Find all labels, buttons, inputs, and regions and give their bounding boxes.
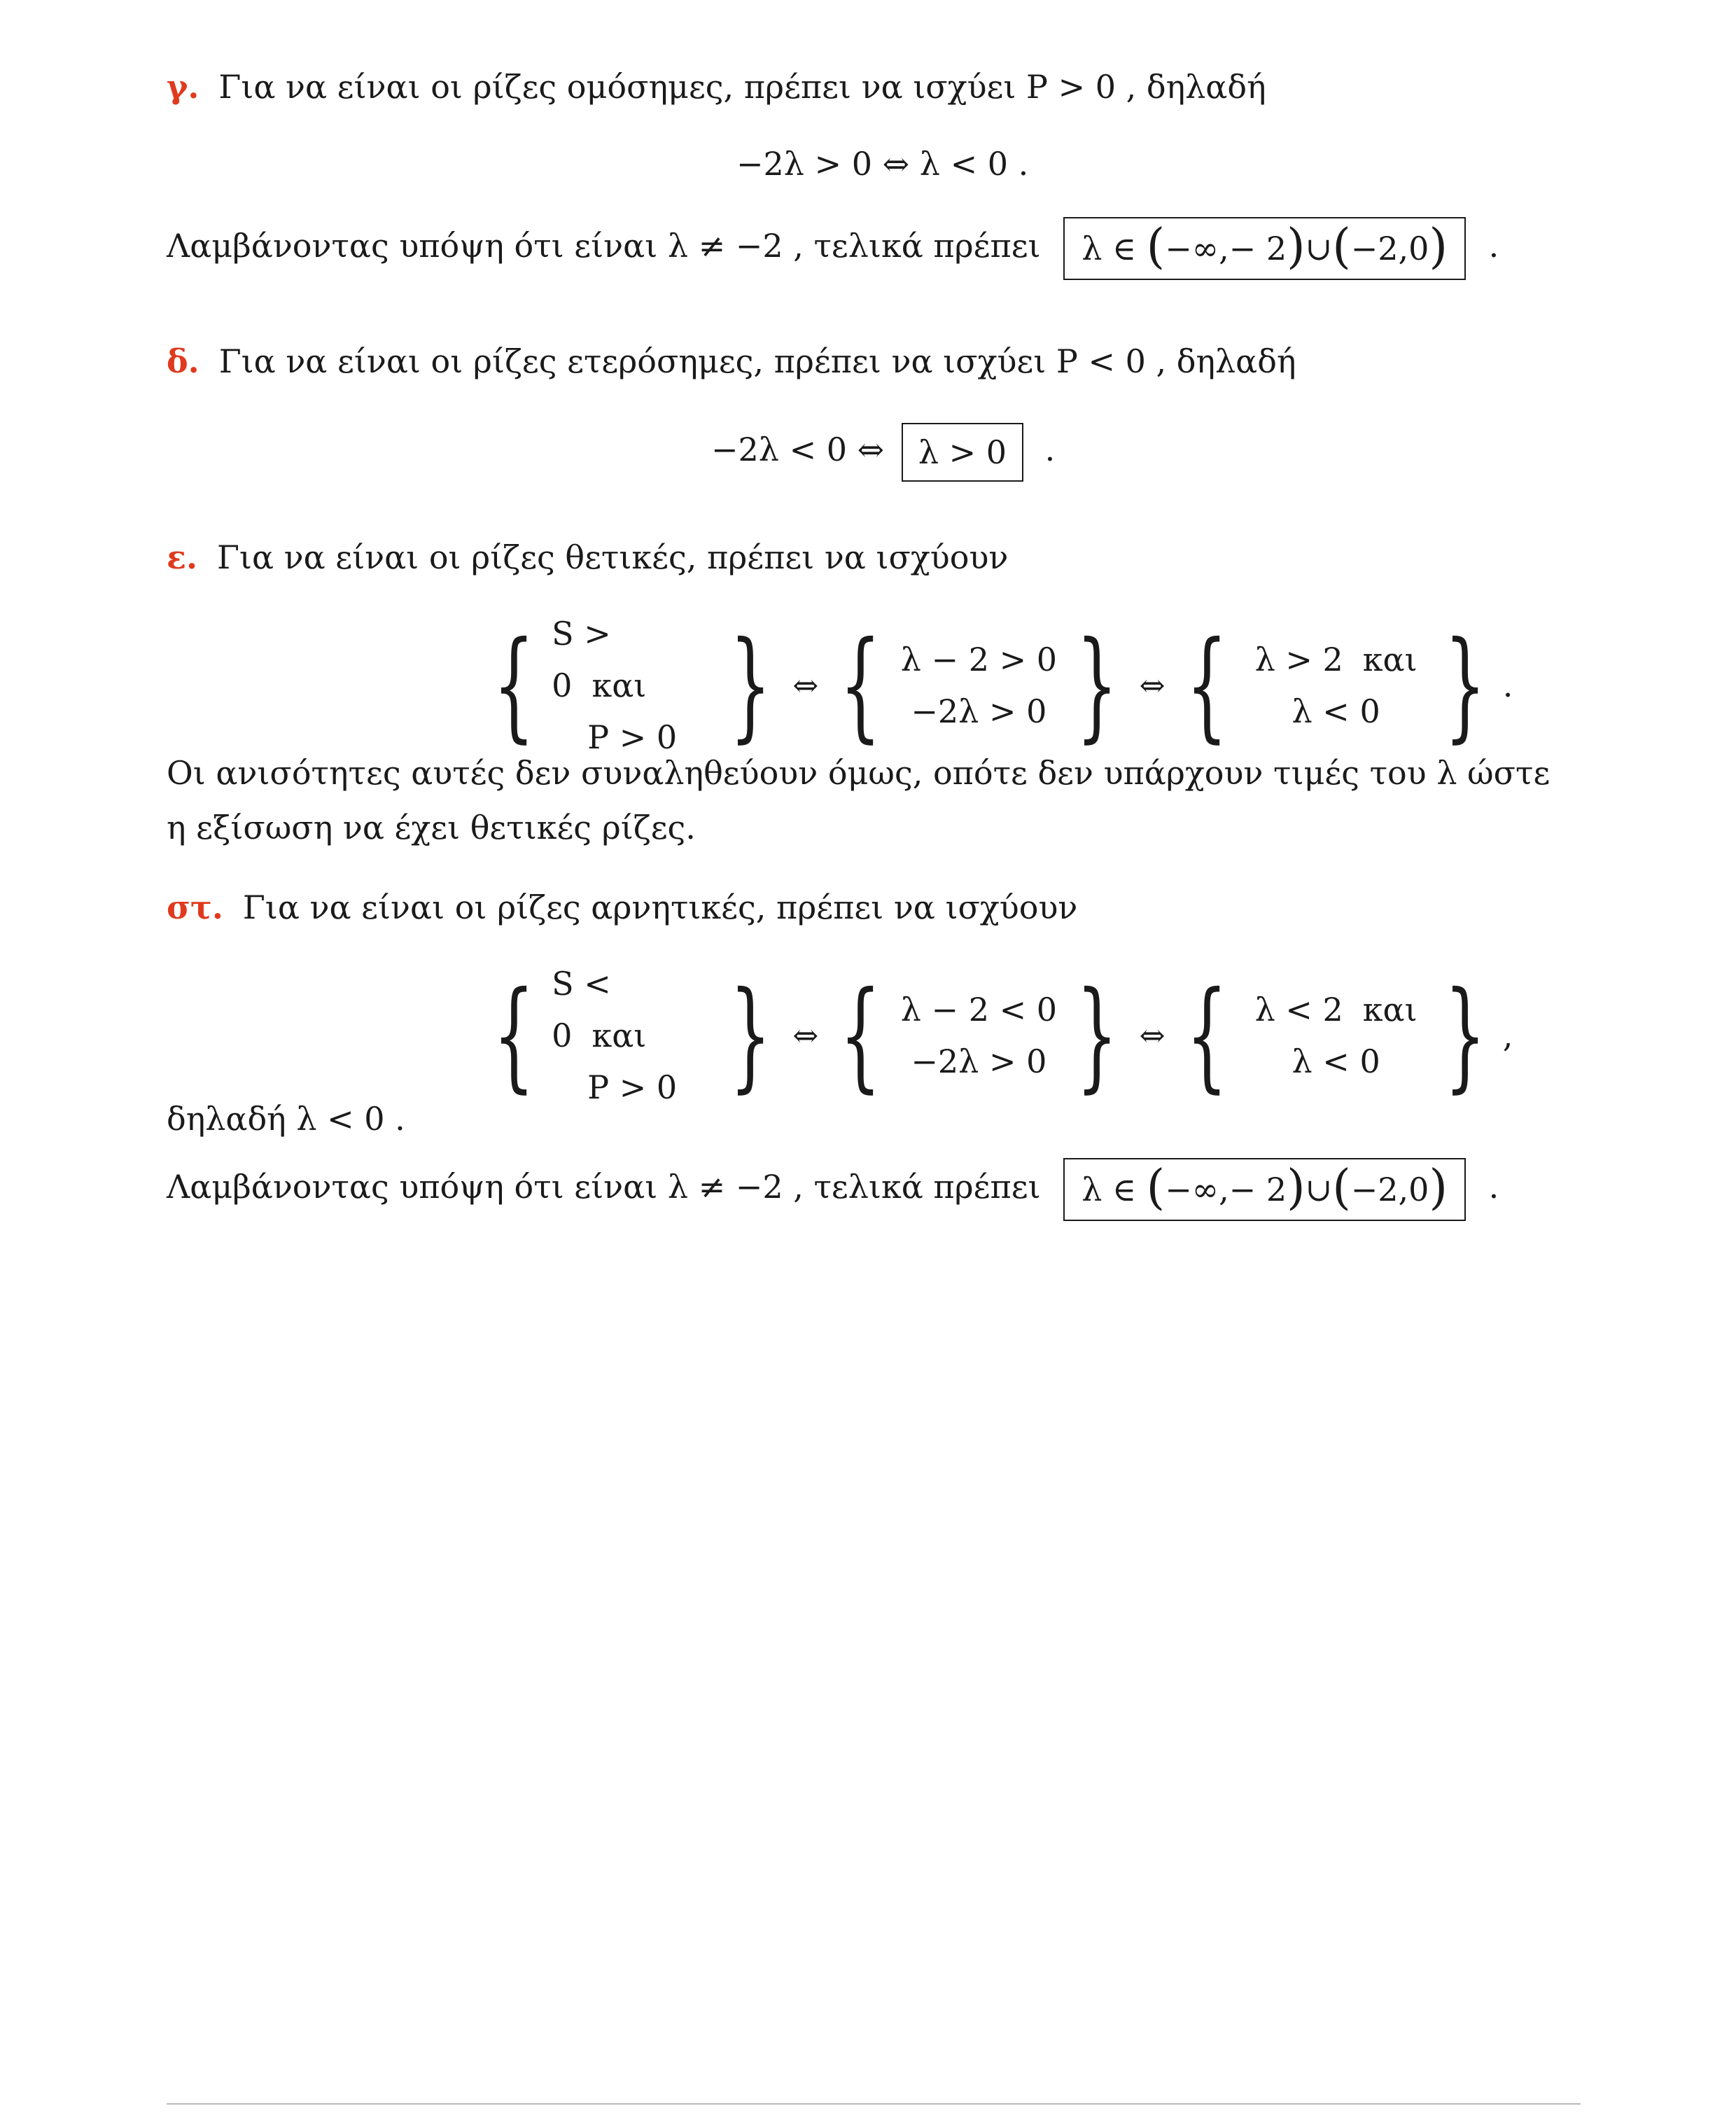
system-2	[898, 984, 1059, 1087]
intro-text: Για να είναι οι ρίζες ομόσημες, πρέπει να ισχύει Ρ > 0 , δηλαδή	[218, 68, 1266, 106]
section-st-intro	[167, 886, 1077, 928]
system-2	[898, 634, 1059, 737]
and-word: και	[592, 667, 647, 704]
conclusion-text: Λαμβάνοντας υπόψη ότι είναι λ ≠ −2 , τελικά πρέπει	[167, 1168, 1041, 1206]
condition: −2λ > 0	[911, 692, 1047, 730]
right-brace: }	[1076, 616, 1119, 755]
open-paren: (	[1146, 219, 1166, 274]
delta-equation	[711, 423, 1055, 482]
answer-prefix: λ ∈	[1082, 1171, 1147, 1208]
intro-text: Για να είναι οι ρίζες ετερόσημες, πρέπει να ισχύει Ρ < 0 , δηλαδή	[218, 342, 1296, 380]
st-result: δηλαδή λ < 0 .	[167, 1100, 405, 1138]
right-brace: }	[1443, 966, 1486, 1105]
close-paren: )	[1429, 219, 1448, 274]
right-brace: }	[729, 616, 772, 755]
footer-rule	[167, 2103, 1581, 2105]
epsilon-system	[476, 608, 1513, 763]
left-brace: {	[1186, 616, 1228, 755]
left-brace: {	[839, 966, 882, 1105]
condition: −2λ > 0	[911, 1042, 1047, 1080]
open-paren: (	[1332, 219, 1351, 274]
and-word: και	[592, 1017, 647, 1054]
section-gamma-conclusion	[167, 217, 1499, 280]
equivalence-arrow: ⇔	[1139, 667, 1166, 704]
system-1	[552, 608, 713, 763]
condition: λ > 2	[1254, 641, 1343, 678]
answer-box	[1063, 217, 1466, 280]
left-brace: {	[493, 966, 535, 1105]
left-brace: {	[493, 616, 535, 755]
equation: −2λ > 0 ⇔ λ < 0 .	[736, 145, 1029, 183]
section-delta-intro	[167, 340, 1296, 382]
and-word: και	[1362, 991, 1418, 1028]
epsilon-note-line-1: Οι ανισότητες αυτές δεν συναληθεύουν όμως, οπότε δεν υπάρχουν τιμές του λ ώστε	[167, 754, 1550, 792]
intro-text: Για να είναι οι ρίζες αρνητικές, πρέπει να ισχύουν	[242, 888, 1078, 926]
system-3	[1245, 984, 1427, 1087]
union-symbol: ∪	[1305, 1171, 1333, 1208]
open-paren: (	[1332, 1160, 1351, 1215]
equivalence-arrow: ⇔	[792, 1017, 819, 1054]
right-brace: }	[729, 966, 772, 1105]
right-brace: }	[1443, 616, 1486, 755]
answer-end: .	[1044, 431, 1056, 468]
answer-box	[1063, 1158, 1466, 1221]
condition: λ − 2 < 0	[900, 991, 1058, 1028]
union-symbol: ∪	[1305, 230, 1333, 267]
answer-prefix: λ ∈	[1082, 230, 1147, 267]
interval-2: −2,0	[1350, 230, 1429, 267]
close-paren: )	[1287, 219, 1306, 274]
open-paren: (	[1146, 1160, 1166, 1215]
st-system	[476, 958, 1513, 1113]
interval-1: −∞,− 2	[1165, 1171, 1287, 1208]
interval-2: −2,0	[1350, 1171, 1429, 1208]
answer-end: .	[1488, 1168, 1499, 1206]
section-label: στ.	[167, 888, 223, 926]
system-1	[552, 958, 713, 1113]
interval-1: −∞,− 2	[1165, 230, 1287, 267]
section-label: ε.	[167, 538, 197, 576]
intro-text: Για να είναι οι ρίζες θετικές, πρέπει να ισχύουν	[216, 538, 1009, 576]
section-label: δ.	[167, 342, 200, 380]
conclusion-text: Λαμβάνοντας υπόψη ότι είναι λ ≠ −2 , τελικά πρέπει	[167, 227, 1041, 265]
system-end: .	[1502, 667, 1513, 704]
system-end: ,	[1502, 1017, 1513, 1054]
condition: S > 0	[552, 615, 611, 704]
epsilon-note-line-2: η εξίσωση να έχει θετικές ρίζες.	[167, 809, 696, 846]
equivalence-arrow: ⇔	[1139, 1017, 1166, 1054]
close-paren: )	[1287, 1160, 1306, 1215]
equation-prefix: −2λ < 0 ⇔	[711, 431, 885, 468]
right-brace: }	[1076, 966, 1119, 1105]
left-brace: {	[839, 616, 882, 755]
condition: λ < 0	[1292, 1042, 1380, 1080]
condition: λ < 0	[1292, 692, 1380, 730]
condition: λ < 2	[1254, 991, 1343, 1028]
close-paren: )	[1429, 1160, 1448, 1215]
section-gamma-intro	[167, 66, 1266, 108]
condition: λ − 2 > 0	[900, 641, 1058, 678]
condition: S < 0	[552, 965, 611, 1054]
answer-box: λ > 0	[902, 423, 1023, 482]
system-3	[1245, 634, 1427, 737]
section-label: γ.	[167, 68, 200, 106]
answer-end: .	[1488, 227, 1499, 265]
left-brace: {	[1186, 966, 1228, 1105]
condition: P > 0	[587, 718, 678, 756]
condition: P > 0	[587, 1068, 678, 1106]
equivalence-arrow: ⇔	[792, 667, 819, 704]
and-word: και	[1362, 641, 1418, 678]
section-st-conclusion	[167, 1158, 1499, 1221]
section-epsilon-intro	[167, 536, 1008, 578]
